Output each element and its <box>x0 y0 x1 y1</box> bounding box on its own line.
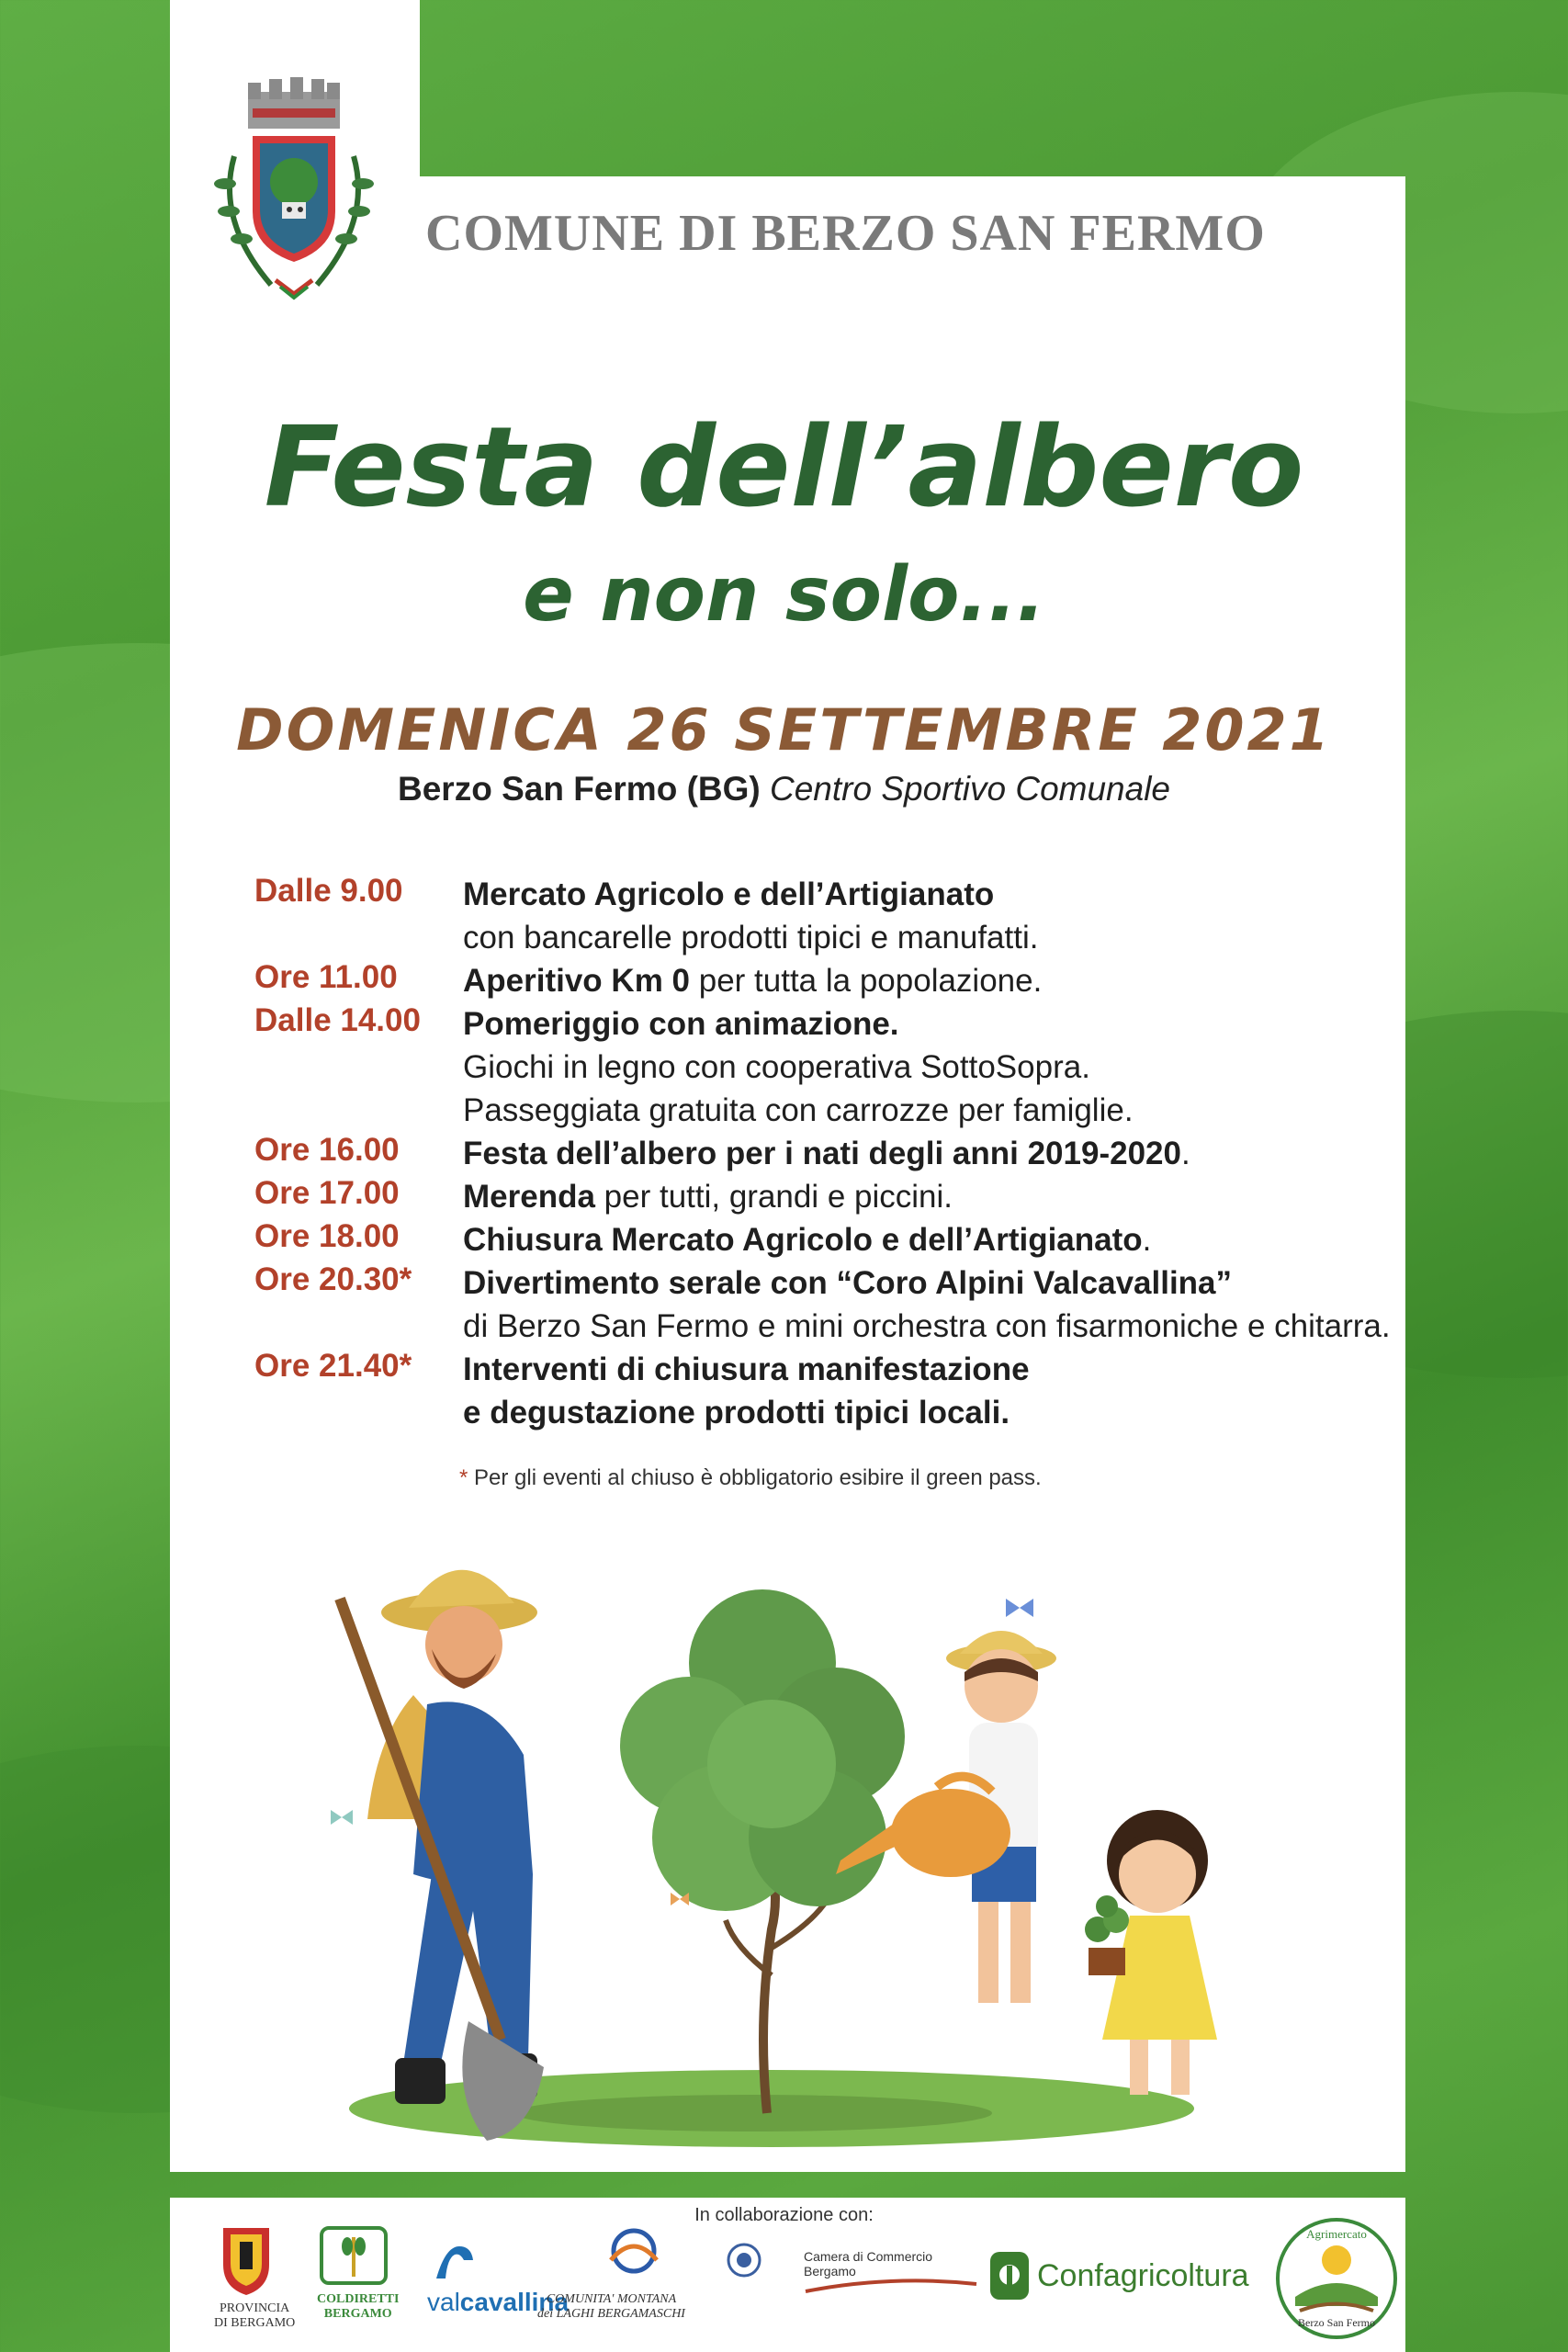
coldiretti-wheat-icon <box>317 2223 390 2288</box>
schedule-row <box>254 1002 1449 1132</box>
coldiretti-line1: COLDIRETTI <box>317 2292 400 2306</box>
comunita-line2: dei LAGHI BERGAMASCHI <box>537 2307 685 2321</box>
municipal-crest-icon <box>197 74 390 317</box>
valcavallina-horse-icon <box>427 2242 482 2283</box>
schedule-desc: Pomeriggio con animazione. <box>463 1006 899 1042</box>
comunita-line1: COMUNITA' MONTANA <box>546 2292 677 2306</box>
schedule-time: Ore 11.00 <box>254 959 398 995</box>
confagricoltura-icon <box>987 2249 1032 2302</box>
schedule-desc: Giochi in legno con cooperativa SottoSopra. <box>463 1049 1090 1085</box>
schedule-desc: di Berzo San Fermo e mini orchestra con fisarmoniche e chitarra. <box>463 1308 1391 1344</box>
event-title: Festa dell’albero <box>264 404 1304 532</box>
schedule-row <box>254 873 1449 959</box>
schedule-desc: Festa dell’albero per i nati degli anni 2019-2020 <box>463 1136 1181 1171</box>
schedule-row <box>254 959 1449 1002</box>
schedule-time: Dalle 9.00 <box>254 873 403 909</box>
schedule-row <box>254 1132 1449 1175</box>
schedule-time: Ore 18.00 <box>254 1218 400 1254</box>
schedule-row <box>254 1175 1449 1218</box>
location-venue: Centro Sportivo Comunale <box>770 770 1170 808</box>
event-date: DOMENICA 26 SETTEMBRE 2021 <box>236 696 1332 763</box>
schedule-desc: Chiusura Mercato Agricolo e dell’Artigianato <box>463 1222 1143 1258</box>
schedule-desc: Mercato Agricolo e dell’Artigianato <box>463 876 995 912</box>
schedule-time: Ore 20.30* <box>254 1261 412 1297</box>
green-pass-footnote <box>459 1465 1042 1491</box>
schedule-time: Ore 21.40* <box>254 1348 412 1384</box>
schedule-desc: . <box>1142 1222 1152 1258</box>
provincia-line1: PROVINCIA <box>220 2301 290 2315</box>
schedule-desc: per tutti, grandi e piccini. <box>594 1179 953 1215</box>
provincia-bergamo-logo <box>214 2223 295 2331</box>
agrimercato-logo <box>1272 2214 1401 2347</box>
schedule-desc: . <box>1180 1136 1190 1171</box>
schedule-time: Dalle 14.00 <box>254 1002 421 1038</box>
footnote-text: Per gli eventi al chiuso è obbligatorio esibire il green pass. <box>468 1465 1042 1490</box>
valcavallina-line2: cavallina <box>459 2288 570 2316</box>
comunita-montana-logo <box>537 2223 685 2322</box>
camera-swoosh-icon <box>804 2278 978 2295</box>
valcavallina-line1: val <box>427 2288 460 2316</box>
camera-line2: Bergamo <box>804 2264 856 2278</box>
schedule-time: Ore 16.00 <box>254 1132 400 1168</box>
location-town: Berzo San Fermo (BG) <box>398 770 761 808</box>
agrimercato-badge-icon <box>1272 2214 1401 2343</box>
comunita-montana-icon <box>592 2223 675 2288</box>
schedule-desc: per tutta la popolazione. <box>690 963 1043 999</box>
camera-seal-icon <box>726 2242 762 2278</box>
schedule-desc: con bancarelle prodotti tipici e manufatti. <box>463 920 1039 956</box>
agrimercato-line1: Agrimercato <box>1306 2227 1367 2241</box>
schedule-row <box>254 1261 1449 1348</box>
schedule-desc: Passeggiata gratuita con carrozze per famiglie. <box>463 1092 1134 1128</box>
coldiretti-line2: BERGAMO <box>323 2307 392 2321</box>
provincia-line2: DI BERGAMO <box>214 2316 296 2330</box>
event-location <box>0 770 1568 808</box>
confagricoltura-name: Confagricoltura <box>1037 2257 1249 2293</box>
schedule-desc: Merenda <box>463 1179 595 1215</box>
footnote-star: * <box>459 1465 468 1490</box>
schedule-desc: Aperitivo Km 0 <box>463 963 690 999</box>
event-schedule <box>254 873 1449 1434</box>
municipality-name: COMUNE DI BERZO SAN FERMO <box>425 205 1266 262</box>
provincia-shield-icon <box>214 2223 278 2297</box>
schedule-time: Ore 17.00 <box>254 1175 400 1211</box>
schedule-row <box>254 1218 1449 1261</box>
coldiretti-logo <box>317 2223 399 2322</box>
schedule-row <box>254 1348 1449 1434</box>
schedule-desc: Divertimento serale con “Coro Alpini Valcavallina” <box>463 1265 1233 1301</box>
agrimercato-line2: Berzo San Fermo <box>1298 2316 1375 2329</box>
schedule-desc: Interventi di chiusura manifestazione <box>463 1351 1030 1387</box>
event-subtitle: e non solo... <box>523 551 1045 639</box>
tree-planting-illustration <box>303 1544 1277 2150</box>
collaboration-label: In collaborazione con: <box>694 2205 874 2225</box>
schedule-desc: e degustazione prodotti tipici locali. <box>463 1395 1010 1430</box>
confagricoltura-logo <box>987 2249 1249 2302</box>
camera-line1: Camera di Commercio <box>804 2249 933 2264</box>
